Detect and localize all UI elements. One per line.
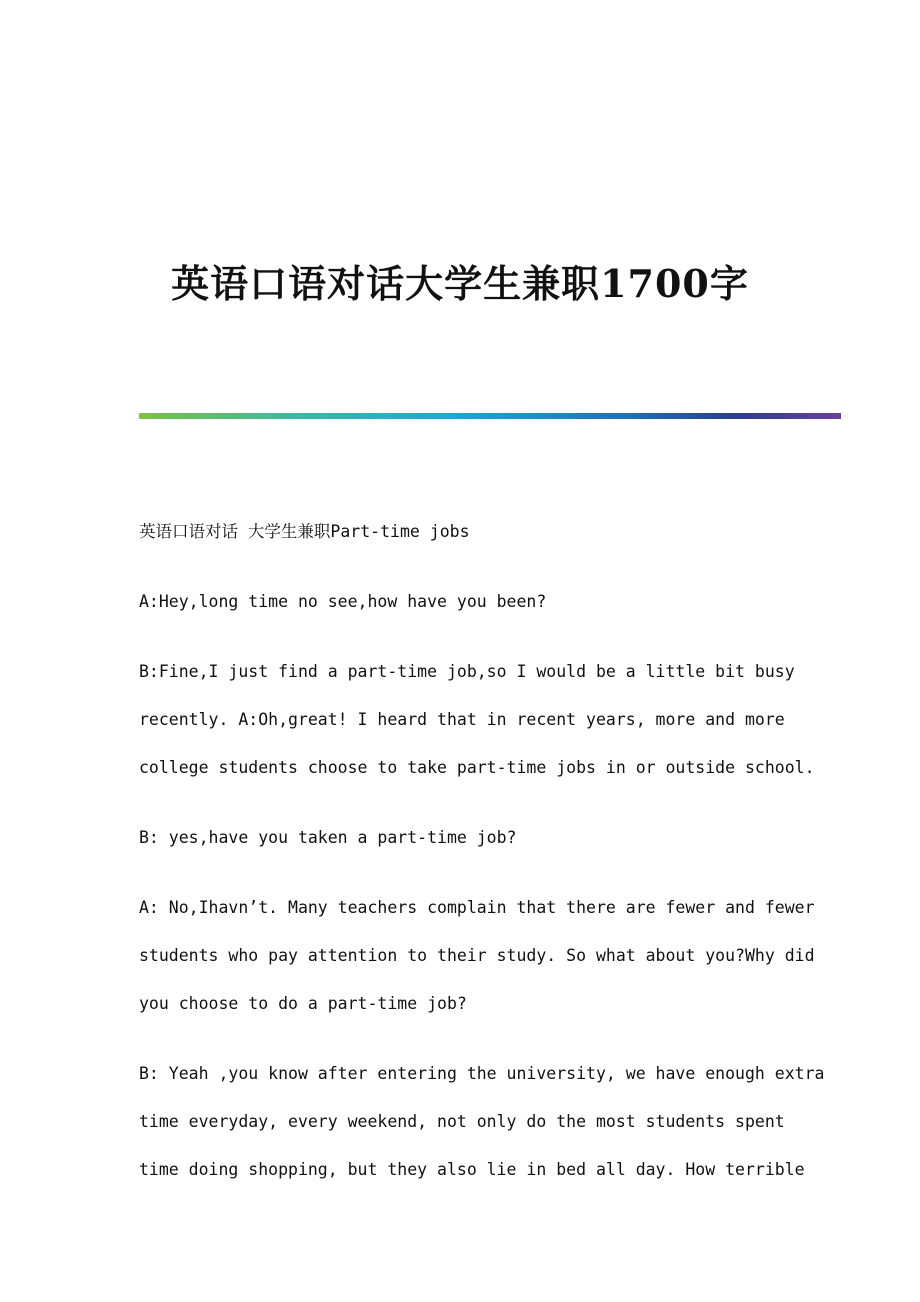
text-line: college students choose to take part-time jobs in or outside school. [139,758,815,777]
text-line: A:Hey,long time no see,how have you been? [139,592,547,611]
dialogue-paragraph [139,814,789,862]
text-line: 英语口语对话 大学生兼职Part-time jobs [139,522,470,541]
text-line: you choose to do a part-time job? [139,994,467,1013]
text-line: B: Yeah ,you know after entering the university, we have enough extra [139,1064,825,1083]
text-line: B:Fine,I just find a part-time job,so I would be a little bit busy [139,662,795,681]
text-line: time doing shopping, but they also lie in bed all day. How terrible [139,1160,805,1179]
text-line: A: No,Ihavn’t. Many teachers complain that there are fewer and fewer [139,898,815,917]
dialogue-paragraph [139,1050,825,1194]
gradient-divider [139,413,841,419]
dialogue-paragraph [139,648,815,792]
dialogue-paragraph [139,884,815,1028]
text-line: recently. A:Oh,great! I heard that in recent years, more and more [139,710,785,729]
paragraph-heading [139,508,789,556]
dialogue-paragraph [139,578,789,626]
text-line: time everyday, every weekend, not only do the most students spent [139,1112,785,1131]
document-body [139,508,825,1216]
text-line: students who pay attention to their study. So what about you?Why did [139,946,815,965]
document-title: 英语口语对话大学生兼职1700字 [171,261,749,307]
text-line: B: yes,have you taken a part-time job? [139,828,517,847]
